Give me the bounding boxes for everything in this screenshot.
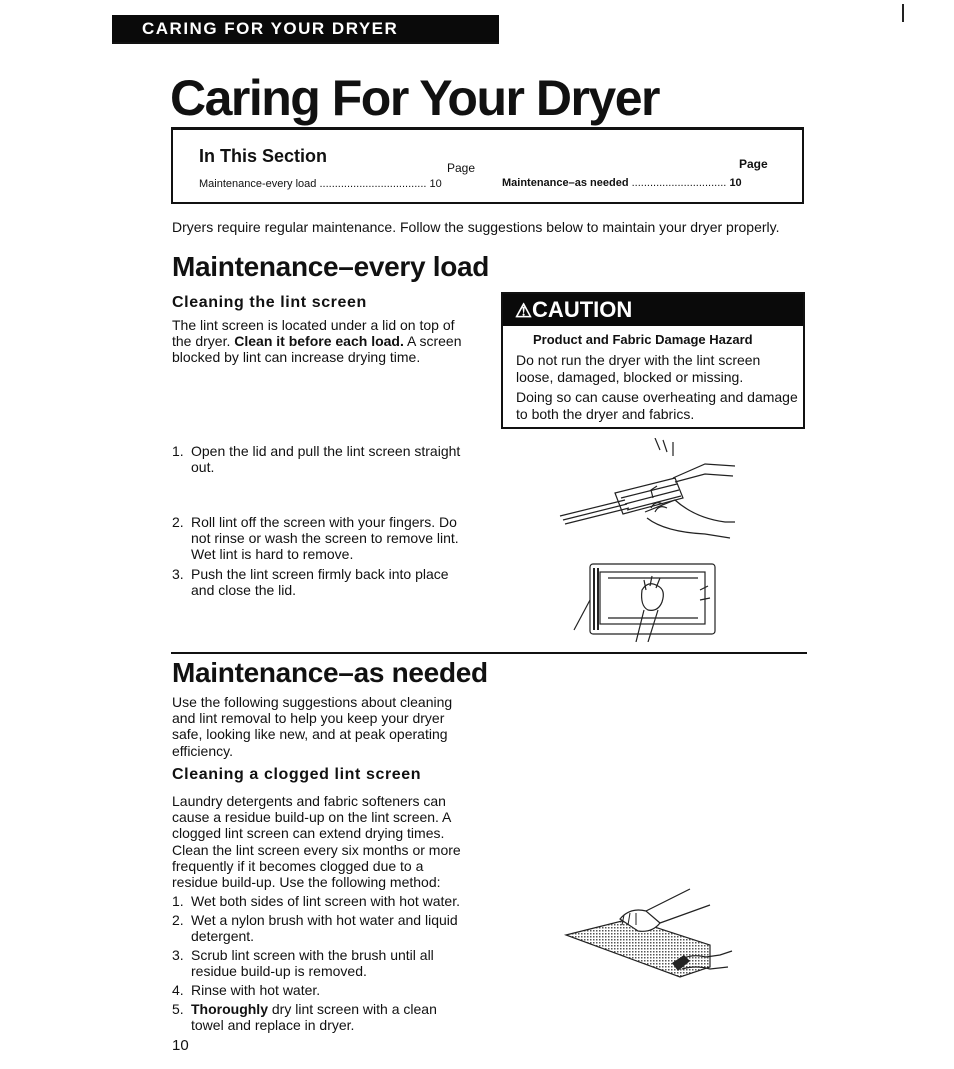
step-item: [172, 443, 492, 477]
step-item: [172, 566, 492, 600]
intro-text: Dryers require regular maintenance. Follow the suggestions below to maintain your dryer properly.: [172, 219, 780, 235]
section-divider: [171, 652, 807, 654]
corner-mark: [902, 4, 904, 22]
step-item: [172, 982, 492, 999]
step-text: Wet a nylon brush with hot water and liquid detergent.: [191, 912, 458, 945]
step-text: Thoroughly dry lint screen with a clean towel and replace in dryer.: [191, 1001, 437, 1034]
step-number: 3.: [172, 566, 184, 582]
page-number: 10: [172, 1037, 189, 1054]
caution-text-2: Doing so can cause overheating and damage to both the dryer and fabrics.: [516, 389, 798, 422]
caution-label: CAUTION: [532, 297, 633, 322]
step-number: 2.: [172, 912, 184, 928]
step-text: Scrub lint screen with the brush until all residue build-up is removed.: [191, 947, 434, 980]
step-number: 2.: [172, 514, 184, 530]
toc-entry-page: 10: [729, 177, 742, 189]
toc-entry-page: 10: [429, 178, 442, 190]
bold-emphasis: Thoroughly: [191, 1001, 268, 1017]
step-number: 3.: [172, 947, 184, 963]
scrub-lint-screen-illustration: [560, 885, 735, 985]
as-needed-intro: Use the following suggestions about cleaning and lint removal to help you keep your dryer safe, looking like new, and at peak operating efficiency.: [172, 694, 453, 759]
para-line: blocked by lint can increase drying time.: [172, 349, 421, 366]
caution-header: [503, 294, 803, 326]
section-banner: CARING FOR YOUR DRYER: [112, 15, 499, 42]
warning-icon: ⚠: [515, 301, 533, 322]
toc-entry[interactable]: [199, 178, 442, 190]
step-text: Rinse with hot water.: [191, 982, 321, 998]
clogged-screen-subheading: Cleaning a clogged lint screen: [172, 766, 422, 783]
clogged-screen-paragraph: Laundry detergents and fabric softeners can cause a residue build-up on the lint screen. A clogged lint screen can extend drying times. Clean the lint screen every six months or more frequently if it becomes clogged due to a residue build-up. Use the following method:: [172, 793, 461, 891]
banner-underline: [112, 42, 499, 44]
bold-instruction: Clean it before each load.: [234, 333, 404, 350]
every-load-heading: Maintenance–every load: [172, 251, 490, 282]
step-item: [172, 893, 492, 910]
toc-box: [171, 127, 804, 204]
para-line: The lint screen is located under a lid on top of: [172, 317, 455, 333]
step-item: [172, 912, 492, 946]
as-needed-heading: Maintenance–as needed: [172, 657, 488, 688]
step-item: [172, 1001, 492, 1035]
roll-lint-illustration: [570, 560, 720, 642]
pull-lint-screen-illustration: [555, 438, 735, 548]
toc-entry-dots: ...............................: [631, 177, 727, 189]
step-number: 5.: [172, 1001, 184, 1017]
toc-page-label-left: Page: [447, 161, 476, 175]
toc-entry[interactable]: [502, 177, 742, 189]
step-item: [172, 514, 492, 564]
step-text: Push the lint screen firmly back into place and close the lid.: [191, 566, 449, 599]
step-text: Roll lint off the screen with your fingers. Do not rinse or wash the screen to remove lint. Wet lint is hard to remove.: [191, 514, 459, 563]
para-line: the dryer. Clean it before each load. A screen: [172, 333, 462, 350]
lint-screen-paragraph: [172, 317, 482, 366]
caution-text-1: Do not run the dryer with the lint screen loose, damaged, blocked or missing.: [516, 352, 761, 385]
toc-entry-dots: ...................................: [319, 178, 427, 190]
toc-heading: In This Section: [199, 146, 328, 166]
step-number: 1.: [172, 443, 184, 459]
step-item: [172, 947, 492, 981]
lint-screen-subheading: Cleaning the lint screen: [172, 294, 367, 311]
caution-subtitle: Product and Fabric Damage Hazard: [533, 332, 753, 347]
page-title: Caring For Your Dryer: [170, 70, 659, 126]
caution-box: [501, 292, 805, 429]
step-number: 1.: [172, 893, 184, 909]
toc-page-label-right: Page: [739, 157, 768, 171]
step-text: Open the lid and pull the lint screen straight out.: [191, 443, 461, 476]
toc-entry-label: Maintenance–as needed: [502, 177, 629, 189]
toc-entry-label: Maintenance-every load: [199, 178, 317, 190]
step-number: 4.: [172, 982, 184, 998]
step-text: Wet both sides of lint screen with hot water.: [191, 893, 460, 909]
